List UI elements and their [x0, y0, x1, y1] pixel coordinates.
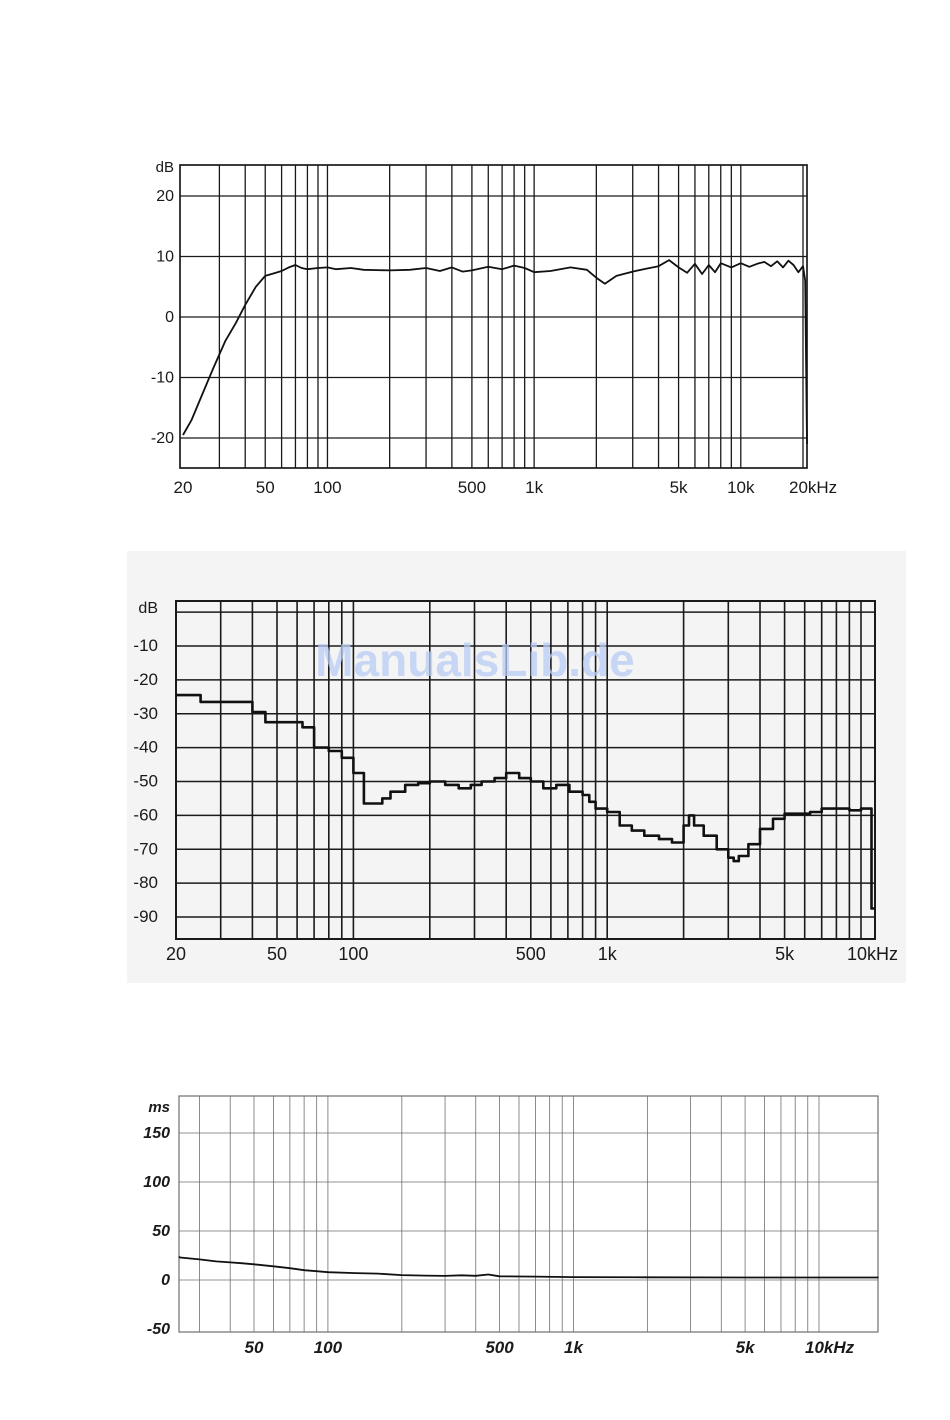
x-tick-label: 5k — [735, 1338, 755, 1357]
y-tick-label: 10 — [156, 248, 174, 266]
x-tick-label: 500 — [457, 478, 487, 497]
frequency-response-chart — [151, 159, 837, 497]
x-tick-label: 100 — [313, 478, 342, 497]
data-series-line — [179, 1257, 878, 1278]
y-axis-unit: ms — [148, 1099, 170, 1116]
plot-frame — [179, 1096, 878, 1332]
chart-2-background — [127, 551, 906, 983]
y-tick-label: 0 — [165, 309, 174, 326]
x-tick-label: 10k — [727, 478, 755, 497]
x-tick-label: 1k — [525, 478, 544, 497]
y-tick-label: -50 — [133, 771, 158, 791]
y-tick-label: -60 — [133, 805, 158, 825]
x-tick-label: 5k — [669, 478, 688, 497]
x-tick-label: 10kHz — [847, 944, 899, 964]
x-tick-label: 10kHz — [805, 1338, 855, 1357]
y-tick-label: -10 — [133, 636, 158, 655]
y-tick-label: -80 — [133, 873, 158, 893]
y-tick-label: -10 — [150, 369, 174, 387]
x-tick-label: 100 — [338, 944, 369, 964]
x-tick-label: 50 — [255, 478, 275, 497]
data-series-line — [183, 260, 807, 444]
x-tick-label: 1k — [563, 1338, 583, 1357]
y-tick-label: 20 — [156, 188, 174, 205]
x-tick-label: 20kHz — [789, 478, 838, 497]
x-tick-label: 5k — [775, 944, 795, 964]
x-tick-label: 20 — [165, 944, 187, 964]
y-tick-label: -20 — [150, 430, 174, 447]
y-tick-label: -20 — [133, 669, 158, 689]
watermark: ManualsLib.de — [315, 634, 635, 686]
x-tick-label: 100 — [313, 1338, 343, 1357]
y-tick-label: 100 — [143, 1174, 170, 1191]
y-tick-label: 50 — [152, 1223, 170, 1240]
x-tick-label: 500 — [515, 944, 546, 964]
y-tick-label: 150 — [143, 1125, 170, 1142]
x-tick-label: 20 — [173, 478, 193, 497]
y-tick-label: 0 — [161, 1272, 170, 1289]
x-tick-label: 1k — [597, 944, 617, 964]
y-tick-label: -40 — [133, 737, 158, 757]
x-tick-label: 500 — [485, 1338, 514, 1357]
x-tick-label: 50 — [266, 944, 288, 964]
y-axis-unit: dB — [155, 159, 174, 176]
y-tick-label: -70 — [133, 839, 158, 859]
y-tick-label: -30 — [133, 703, 158, 723]
y-tick-label: -50 — [146, 1321, 170, 1338]
y-axis-unit: dB — [138, 600, 158, 617]
x-tick-label: 50 — [244, 1338, 264, 1357]
y-tick-label: -90 — [133, 907, 158, 926]
group-delay-chart — [143, 1096, 878, 1357]
